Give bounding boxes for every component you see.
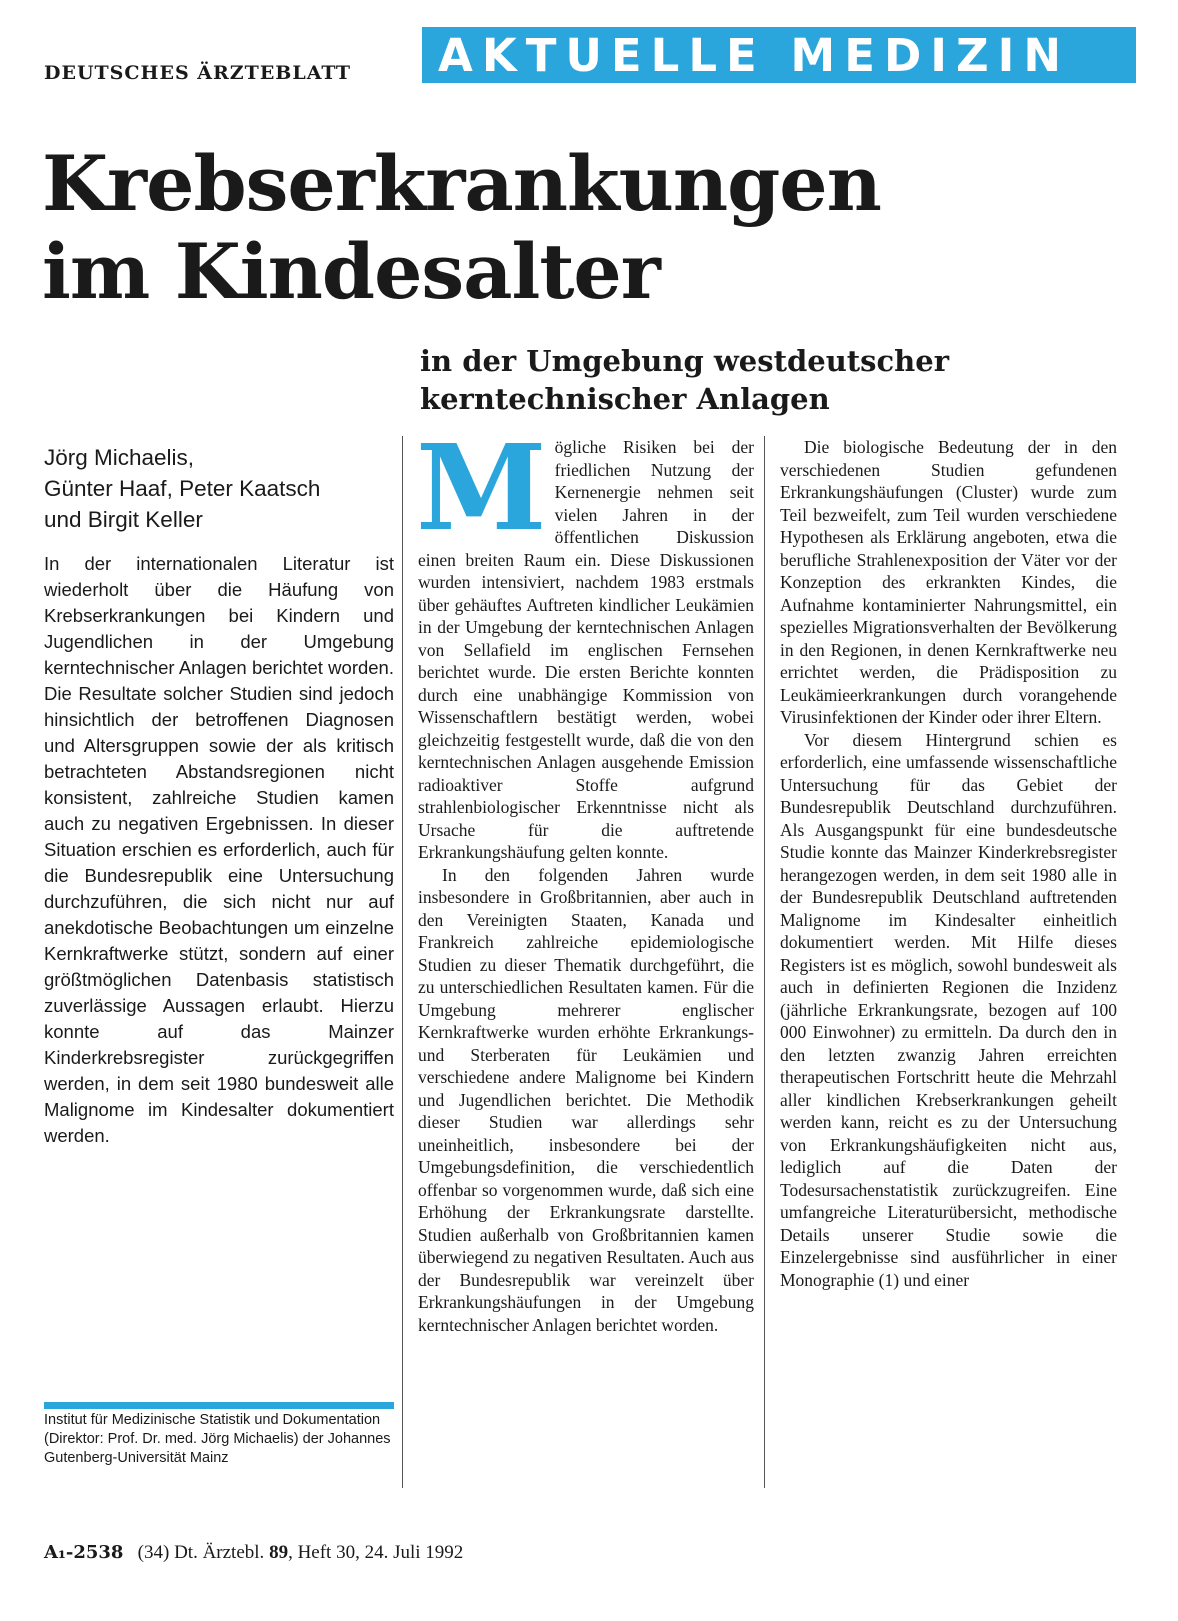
volume-number: 89 <box>269 1542 289 1563</box>
body-paragraph <box>416 418 754 864</box>
article-title <box>42 140 881 316</box>
body-column-middle <box>416 418 754 1336</box>
body-paragraph: Die biologische Bedeutung der in den verschiedenen Studien gefundenen Erkrankungshäufungen (Cluster) wurde zum Teil bezweifelt, zum Teil wurden verschiedene Hypothesen als Erklärung angeboten, etwa die berufliche Strahlenexposition der Väter vor der Konzeption des erkrankten Kindes, die Aufnahme kontaminierter Nahrungsmittel, ein spezielles Migrationsverhalten der Bevölkerung in den Regionen, in denen Kernkraftwerke neu errichtet werden, die Prädisposition zu Leukämieerkrankungen durch vorangehende Virusinfektionen der Kinder oder ihrer Eltern. <box>780 437 1117 727</box>
page-footer <box>44 1542 463 1564</box>
citation-suffix: , Heft 30, 24. Juli 1992 <box>288 1542 464 1563</box>
paragraph-text: ögliche Risiken bei der friedlichen Nutzung der Kernenergie nehmen seit vielen Jahren in der öffentlichen Diskussion einen breiten Raum ein. Diese Diskussionen wurden intensiviert, nachdem 1983 erstmals über gehäuftes Auftreten kindlicher Leukämien in der Umgebung der kerntechnischen Anlagen von Sellafield im englischen Fernsehen berichtet wurde. Die ersten Berichte konnten durch eine unabhängige Kommission von Wissenschaftlern bestätigt werden, wobei gleichzeitig festgestellt wurde, daß die von den kerntechnischen Anlagen ausgehende Emission radioaktiver Stoffe aufgrund strahlenbiologischer Erkenntnisse nicht als Ursache für die auftretende Erkrankungshäufung gelten konnte. <box>418 437 754 862</box>
body-paragraph: In den folgenden Jahren wurde insbesondere in Großbritannien, aber auch in den Vereinigten Staaten, Kanada und Frankreich zahlreiche epidemiologische Studien zu dieser Thematik durchgeführt, die zu unterschiedlichen Resultaten kamen. Für die Umgebung mehrerer englischer Kernkraftwerke wurden erhöhte Erkrankungs- und Sterberaten für Leukämien und verschiedene andere Malignome bei Kindern und Jugendlichen berichtet. Die Methodik dieser Studien war allerdings sehr uneinheitlich, insbesondere bei der Umgebungsdefinition, die verschiedentlich offenbar so vorgenommen wurde, daß sich eine Erhöhung der Erkrankungsrate darstellte. Studien außerhalb von Großbritannien kamen überwiegend zu negativen Resultaten. Auch aus der Bundesrepublik war vereinzelt über Erkrankungshäufungen in der Umgebung kerntechnischer Anlagen berichtet worden. <box>418 864 754 1335</box>
citation-prefix: (34) Dt. Ärztebl. <box>137 1542 265 1563</box>
affiliation-divider <box>44 1402 394 1409</box>
author-affiliation: Institut für Medizinische Statistik und Dokumentation (Direktor: Prof. Dr. med. Jörg Michaelis) der Johannes Gutenberg-Universität Mainz <box>44 1412 391 1466</box>
subtitle-line-1: in der Umgebung westdeutscher <box>420 344 949 378</box>
body-column-right <box>780 436 1117 1291</box>
title-line-2: im Kindesalter <box>42 227 660 316</box>
author-line: Jörg Michaelis, <box>44 445 195 470</box>
author-line: Günter Haaf, Peter Kaatsch <box>44 476 321 501</box>
title-line-1: Krebserkrankungen <box>42 139 881 228</box>
author-list <box>44 442 394 535</box>
article-subtitle <box>420 342 949 418</box>
journal-masthead: DEUTSCHES ÄRZTEBLATT <box>44 62 352 84</box>
column-divider <box>764 436 765 1488</box>
page-code: A₁-2538 <box>44 1542 124 1563</box>
section-banner <box>422 27 1136 83</box>
body-paragraph: Vor diesem Hintergrund schien es erforderlich, eine umfassende wissenschaftliche Untersuchung für das Gebiet der Bundesrepublik Deutschland durchzuführen. Als Ausgangspunkt für eine bundesdeutsche Studie konnte das Mainzer Kinderkrebsregister herangezogen werden, in dem seit 1980 alle in der Bundesrepublik Deutschland auftretenden Malignome im Kindesalter einheitlich dokumentiert werden. Mit Hilfe dieses Registers ist es möglich, sowohl bundesweit als auch in definierten Regionen die Inzidenz (jährliche Erkrankungsrate, bezogen auf 100 000 Einwohner) zu ermitteln. Da durch den in den letzten zwanzig Jahren erreichten therapeutischen Fortschritt heute die Mehrzahl aller kindlichen Krebserkrankungen geheilt werden kann, reicht es zu der Untersuchung von Erkrankungshäufigkeiten nicht aus, lediglich auf die Daten der Todesursachenstatistik zurückzugreifen. Eine umfangreiche Literaturübersicht, methodische Details unserer Studie sowie die Einzelergebnisse sind ausführlicher in einer Monographie (1) und einer <box>780 729 1117 1290</box>
author-line: und Birgit Keller <box>44 507 203 532</box>
section-label: AKTUELLE MEDIZIN <box>438 29 1071 82</box>
drop-cap: M <box>416 418 547 557</box>
abstract: In der internationalen Literatur ist wiederholt über die Häufung von Krebserkrankungen bei Kindern und Jugendlichen in der Umgebung kerntechnischer Anlagen berichtet worden. Die Resultate solcher Studien sind jedoch hinsichtlich der betroffenen Diagnosen und Altersgruppen sowie der als kritisch betrachteten Abstandsregionen nicht konsistent, zahlreiche Studien kamen auch zu negativen Ergebnissen. In dieser Situation erschien es erforderlich, auch für die Bundesrepublik eine Untersuchung durchzuführen, die sich nicht nur auf anekdotische Beobachtungen um einzelne Kernkraftwerke stützt, sondern auf einer größtmöglichen Datenbasis statistisch zuverlässige Aussagen erlaubt. Hierzu konnte auf das Mainzer Kinderkrebsregister zurückgegriffen werden, in dem seit 1980 bundesweit alle Malignome im Kindesalter dokumentiert werden. <box>44 553 394 1146</box>
subtitle-line-2: kerntechnischer Anlagen <box>420 382 830 416</box>
column-divider <box>402 436 403 1488</box>
